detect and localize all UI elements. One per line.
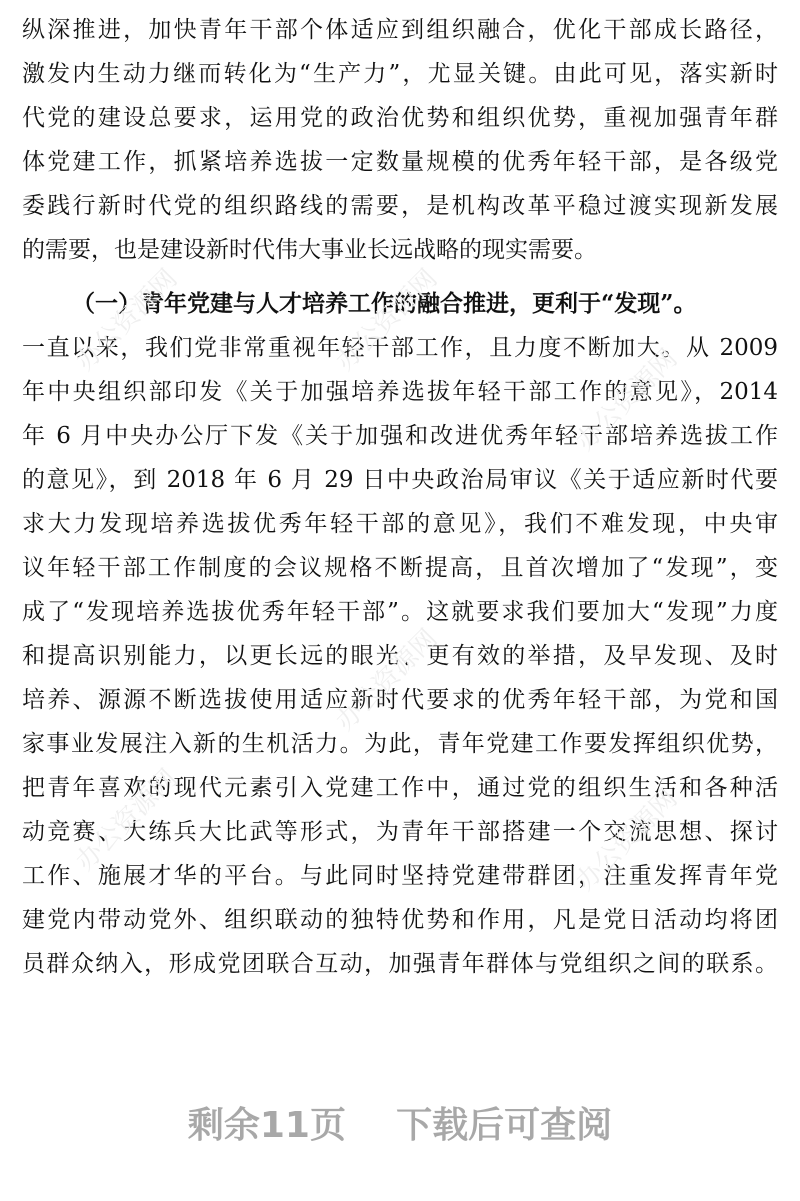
watermark: 办公资源网: [70, 763, 184, 877]
paragraph-line: 家事业发展注入新的生机活力。为此，青年党建工作要发挥组织优势，: [22, 731, 778, 757]
paragraph-line: 工作、施展才华的平台。与此同时坚持党建带群团，注重发挥青年党: [22, 863, 778, 889]
paragraph-line: 议年轻干部工作制度的会议规格不断提高，且首次增加了“发现”，变: [22, 555, 778, 581]
paragraph-line: 成了“发现培养选拔优秀年轻干部”。这就要求我们要加大“发现”力度: [22, 599, 778, 625]
paragraph-line: 动竞赛、大练兵大比武等形式，为青年干部搭建一个交流思想、探讨: [22, 819, 778, 845]
remaining-pages-download-prompt[interactable]: 剩余11页 下载后可查阅: [187, 1105, 613, 1146]
paragraph-line: 委践行新时代党的组织路线的需要，是机构改革平稳过渡实现新发展: [22, 193, 778, 219]
paragraph-line: 员群众纳入，形成党团联合互动，加强青年群体与党组织之间的联系。: [22, 951, 778, 977]
paragraph-line: 年 6 月中央办公厅下发《关于加强和改进优秀年轻干部培养选拔工作: [22, 423, 778, 449]
paragraph-line: 的需要，也是建设新时代伟大事业长远战略的现实需要。: [22, 237, 597, 263]
watermark: 办公资源网: [330, 623, 444, 737]
watermark: 办公资源网: [70, 263, 184, 377]
paragraph-line: 建党内带动党外、组织联动的独特优势和作用，凡是党日活动均将团: [22, 907, 778, 933]
paragraph-line: 把青年喜欢的现代元素引入党建工作中，通过党的组织生活和各种活: [22, 775, 778, 801]
paragraph-line: 纵深推进，加快青年干部个体适应到组织融合，优化干部成长路径，: [22, 17, 778, 43]
paragraph-line: 代党的建设总要求，运用党的政治优势和组织优势，重视加强青年群: [22, 105, 778, 131]
paragraph-line: 和提高识别能力，以更长远的眼光、更有效的举措，及早发现、及时: [22, 643, 778, 669]
paragraph-line: 的意见》，到 2018 年 6 月 29 日中央政治局审议《关于适应新时代要: [22, 467, 778, 493]
paragraph-line: 年中央组织部印发《关于加强培养选拔年轻干部工作的意见》，2014: [22, 379, 778, 405]
watermark: 办公资源网: [570, 783, 684, 897]
watermark: 办公资源网: [570, 343, 684, 457]
paragraph-line: 一直以来，我们党非常重视年轻干部工作，且力度不断加大。从 2009: [22, 335, 778, 361]
paragraph-line: 激发内生动力继而转化为“生产力”，尤显关键。由此可见，落实新时: [22, 61, 778, 87]
watermark: 办公资源网: [330, 263, 444, 377]
section-heading: （一）青年党建与人才培养工作的融合推进，更利于“发现”。: [72, 290, 697, 317]
paragraph-line: 体党建工作，抓紧培养选拔一定数量规模的优秀年轻干部，是各级党: [22, 149, 778, 175]
paragraph-line: 培养、源源不断选拔使用适应新时代要求的优秀年轻干部，为党和国: [22, 687, 778, 713]
paragraph-line: 求大力发现培养选拔优秀年轻干部的意见》，我们不难发现，中央审: [22, 511, 778, 537]
